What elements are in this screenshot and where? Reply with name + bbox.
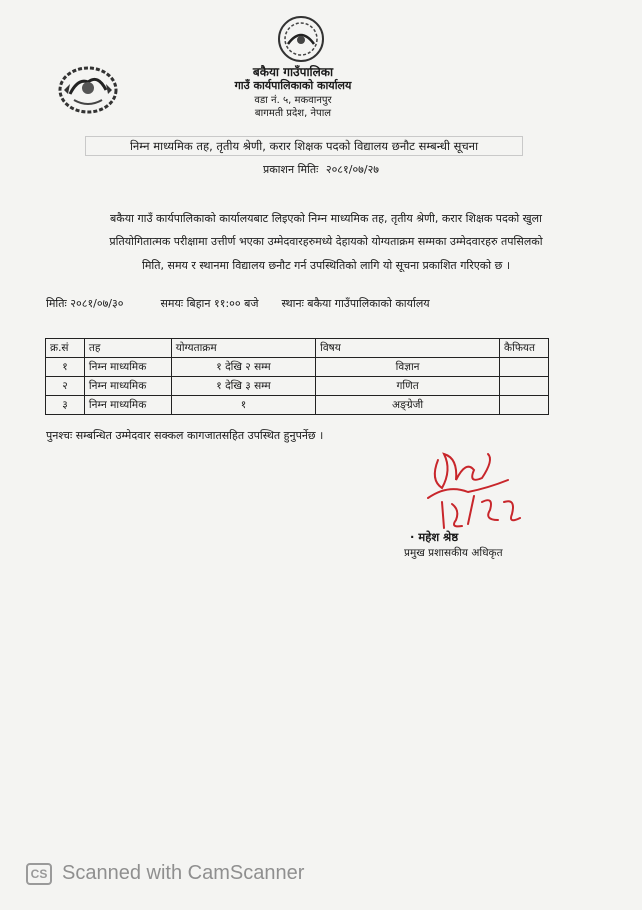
schedule-line — [46, 296, 430, 311]
header-subject: विषय — [316, 339, 500, 358]
place-value: बकैया गाउँपालिकाको कार्यालय — [307, 297, 430, 310]
office-line-3: वडा नं. ५, मकवानपुर — [254, 95, 332, 106]
camscanner-watermark — [26, 862, 304, 885]
cell-level: निम्न माध्यमिक — [84, 377, 171, 396]
header-rank: योग्यताक्रम — [171, 339, 315, 358]
publication-date — [0, 162, 642, 177]
municipality-logo-icon — [276, 14, 326, 64]
cell-level: निम्न माध्यमिक — [84, 358, 171, 377]
place-label: स्थानः — [281, 297, 304, 310]
cell-subject: गणित — [316, 377, 500, 396]
header-level: तह — [84, 339, 171, 358]
date-label: मितिः — [46, 297, 67, 310]
time-value: बिहान ११:०० बजे — [186, 297, 259, 310]
cell-remark — [500, 358, 549, 377]
signer-name: · महेश श्रेष्ठ — [410, 530, 459, 544]
signer-title: प्रमुख प्रशासकीय अधिकृत — [404, 547, 503, 559]
table-row — [46, 377, 549, 396]
handwritten-signature-icon — [408, 440, 538, 540]
publication-date-value: २०८१/०७/२७ — [325, 163, 380, 176]
office-line-4: बागमती प्रदेश, नेपाल — [254, 108, 332, 119]
cell-sn: ३ — [46, 396, 85, 415]
table-row — [46, 358, 549, 377]
nepal-emblem-icon — [56, 60, 120, 116]
notice-body-line-3: मिति, समय र स्थानमा विद्यालय छनौट गर्न उपस्थितिको लागि यो सूचना प्रकाशित गरिएको छ । — [142, 259, 510, 272]
camscanner-logo-icon: CS — [26, 863, 52, 885]
publication-date-label: प्रकाशन मितिः — [262, 163, 319, 176]
footnote: पुनश्चः सम्बन्धित उम्मेदवार सक्कल कागजातसहित उपस्थित हुनुपर्नेछ । — [46, 429, 324, 442]
cell-subject: विज्ञान — [316, 358, 500, 377]
table-row — [46, 396, 549, 415]
office-line-1: बकैया गाउँपालिका — [252, 65, 334, 79]
time-label: समयः — [160, 297, 184, 310]
office-line-2: गाउँ कार्यपालिकाको कार्यालय — [234, 79, 352, 92]
cell-rank: १ देखि २ सम्म — [171, 358, 315, 377]
cell-sn: २ — [46, 377, 85, 396]
cell-remark — [500, 377, 549, 396]
candidate-table — [45, 338, 549, 415]
date-value: २०८१/०७/३० — [70, 297, 124, 310]
watermark-text: Scanned with CamScanner — [62, 862, 305, 884]
cell-level: निम्न माध्यमिक — [84, 396, 171, 415]
header-remark: कैफियत — [500, 339, 549, 358]
cell-sn: १ — [46, 358, 85, 377]
cell-rank: १ देखि ३ सम्म — [171, 377, 315, 396]
cell-rank: १ — [171, 396, 315, 415]
notice-subject: निम्न माध्यमिक तह, तृतीय श्रेणी, करार शिक्षक पदको विद्यालय छनौट सम्बन्धी सूचना — [85, 136, 523, 156]
cell-subject: अङ्ग्रेजी — [316, 396, 500, 415]
cell-remark — [500, 396, 549, 415]
notice-body-line-2: प्रतियोगितात्मक परीक्षामा उत्तीर्ण भएका उम्मेदवारहरुमध्ये देहायको योग्यताक्रम सम्मका उम्मेदवारहरु तपसिलको — [109, 235, 543, 248]
header-sn: क्र.सं — [46, 339, 85, 358]
office-seal — [218, 14, 368, 124]
table-header-row — [46, 339, 549, 358]
notice-body-line-1: बकैया गाउँ कार्यपालिकाको कार्यालयबाट लिइएको निम्न माध्यमिक तह, तृतीय श्रेणी, करार शिक्षक पदको खुला — [110, 212, 542, 225]
